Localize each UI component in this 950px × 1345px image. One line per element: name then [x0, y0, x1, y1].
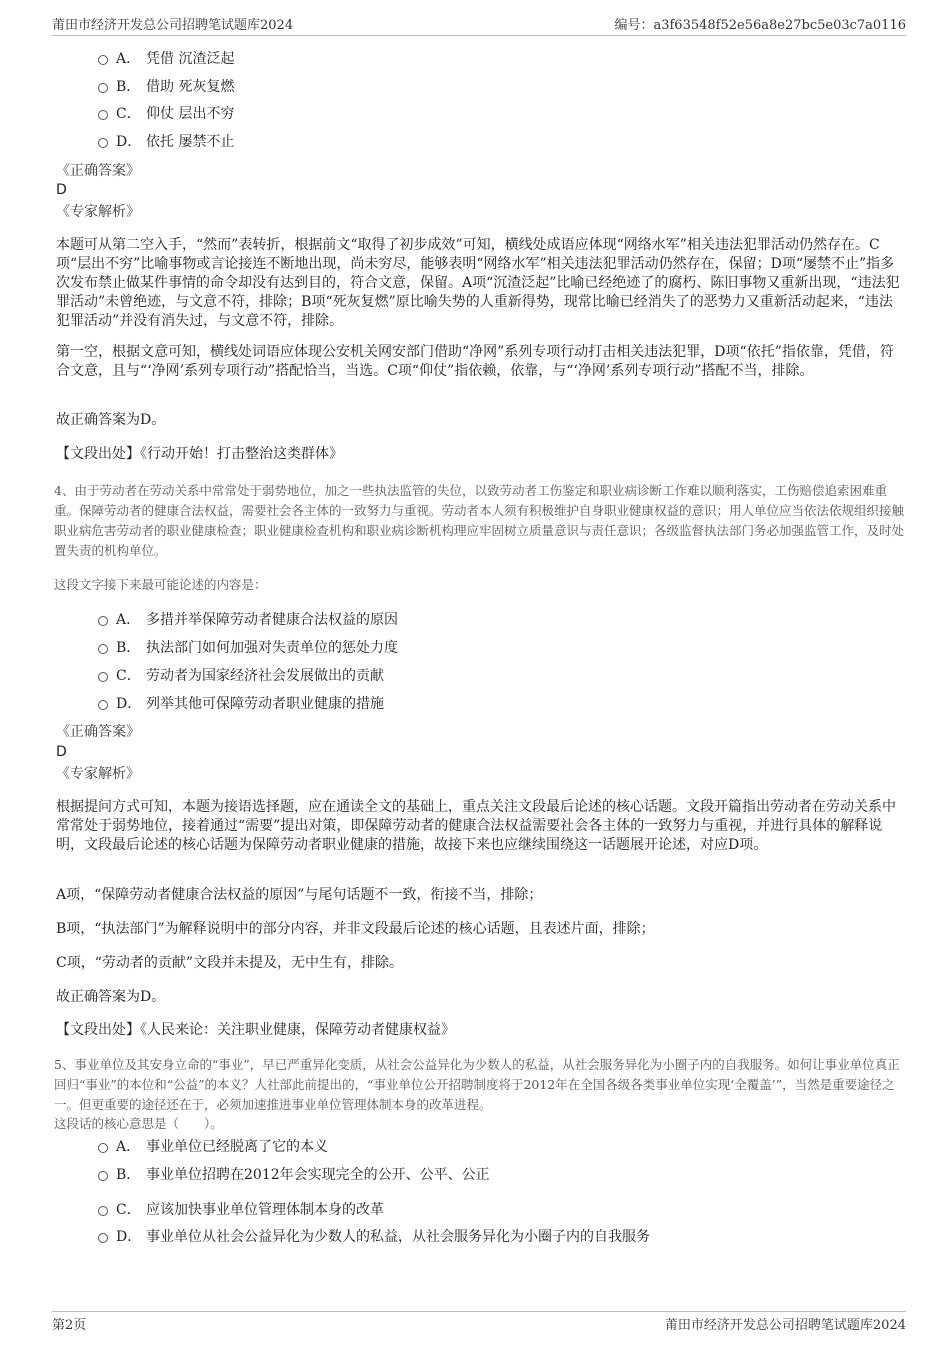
q4-answer: D: [56, 744, 67, 760]
q5-stem: 5、事业单位及其安身立命的“事业”，早已严重异化变质，从社会公益异化为少数人的私益，从社会服务异化为小圈子内的自我服务。如何让事业单位真正回归“事业”的本位和“公益”的本义？人社部此前提出的，“事业单位公开招聘制度将于2012年在全国各级各类事业单位实现‘全覆盖’”，当然是重要途径之一。但更重要的途径还在于，必须加速推进事业单位管理体制本身的改革进程。: [54, 1057, 900, 1112]
q5-option-b[interactable]: B． 事业单位招聘在2012年会实现完全的公开、公平、公正: [98, 1164, 490, 1186]
radio-icon[interactable]: [98, 672, 108, 682]
radio-icon[interactable]: [98, 55, 108, 65]
header-divider: [52, 35, 906, 36]
q4-option-c[interactable]: C． 劳动者为国家经济社会发展做出的贡献: [98, 665, 384, 687]
q4-question: 这段文字接下来最可能论述的内容是：: [54, 577, 267, 592]
radio-icon[interactable]: [98, 1206, 108, 1216]
q4-option-a[interactable]: A． 多措并举保障劳动者健康合法权益的原因: [98, 609, 398, 631]
q3-answer-label: 《正确答案》: [56, 163, 140, 179]
radio-icon[interactable]: [98, 700, 108, 710]
radio-icon[interactable]: [98, 1171, 108, 1181]
document-id: 编号：a3f63548f52e56a8e27bc5e03c7a0116: [614, 18, 906, 33]
radio-icon[interactable]: [98, 1143, 108, 1153]
footer-divider: [52, 1311, 906, 1312]
q4-source: 【文段出处】《人民来论：关注职业健康，保障劳动者健康权益》: [56, 1022, 455, 1038]
page-number: 第2页: [52, 1318, 87, 1333]
q4-stem: 4、由于劳动者在劳动关系中常常处于弱势地位，加之一些执法监管的失位，以致劳动者工伤鉴定和职业病诊断工作难以顺利落实，工伤赔偿追索困难重重。保障劳动者的健康合法权益，需要社会各主体的一致努力与重视。劳动者本人须有积极维护自身职业健康权益的意识；用人单位应当依法依规组织接触职业病危害劳动者的职业健康检查；职业健康检查机构和职业病诊断机构理应牢固树立质量意识与责任意识；各级监督执法部门务必加强监管工作，及时处置失责的机构单位。: [54, 483, 905, 558]
radio-icon[interactable]: [98, 110, 108, 120]
q3-analysis-p1: 本题可从第二空入手，“然而”表转折，根据前文“取得了初步成效”可知，横线处成语应体现“网络水军”相关违法犯罪活动仍然存在。C项“层出不穷”比喻事物或言论接连不断地出现，尚未穷尽，能够表明“网络水军”相关违法犯罪活动仍然存在，保留；D项“屡禁不止”指多次发布禁止做某件事情的命令却没有达到目的，符合文意，保留。A项“沉渣泛起”比喻已经绝迹了的腐朽、陈旧事物又重新出现，“违法犯罪活动”未曾绝迹，与文意不符，排除；B项“死灰复燃”原比喻失势的人重新得势，现常比喻已经消失了的恶势力又重新活动起来，“违法犯罪活动”并没有消失过，与文意不符，排除。: [56, 237, 900, 329]
q3-source: 【文段出处】《行动开始！打击整治这类群体》: [56, 446, 343, 462]
header-title: 莆田市经济开发总公司招聘笔试题库2024: [52, 18, 294, 33]
q3-option-a[interactable]: A． 凭借 沉渣泛起: [98, 48, 234, 70]
radio-icon[interactable]: [98, 616, 108, 626]
radio-icon[interactable]: [98, 644, 108, 654]
q5-option-a[interactable]: A． 事业单位已经脱离了它的本义: [98, 1136, 328, 1158]
q5-question: 这段话的核心意思是（ ）。: [54, 1116, 223, 1131]
q3-option-d[interactable]: D． 依托 屡禁不止: [98, 131, 234, 153]
q3-analysis-label: 《专家解析》: [56, 204, 140, 220]
q5-option-c[interactable]: C． 应该加快事业单位管理体制本身的改革: [98, 1199, 384, 1221]
q3-analysis-p2: 第一空，根据文意可知，横线处词语应体现公安机关网安部门借助“净网”系列专项行动打击相关违法犯罪，D项“依托”指依靠，凭借，符合文意，且与“‘净网’系列专项行动”搭配恰当，当选。C项“仰仗”指依赖，依靠，与“‘净网’系列专项行动”搭配不当，排除。: [56, 344, 894, 379]
q5-option-d[interactable]: D． 事业单位从社会公益异化为少数人的私益，从社会服务异化为小圈子内的自我服务: [98, 1226, 650, 1248]
q4-conclusion: 故正确答案为D。: [56, 989, 166, 1005]
q3-conclusion: 故正确答案为D。: [56, 412, 166, 428]
q3-answer: D: [56, 182, 67, 198]
q3-option-c[interactable]: C． 仰仗 层出不穷: [98, 103, 234, 125]
radio-icon[interactable]: [98, 1233, 108, 1243]
q4-option-b[interactable]: B． 执法部门如何加强对失责单位的惩处力度: [98, 637, 398, 659]
q4-analysis-p1: 根据提问方式可知，本题为接语选择题，应在通读全文的基础上，重点关注文段最后论述的核心话题。文段开篇指出劳动者在劳动关系中常常处于弱势地位，接着通过“需要”提出对策，即保障劳动者的健康合法权益需要社会各主体的一致努力与重视，并进行具体的解释说明，文段最后论述的核心话题为保障劳动者职业健康的措施，故接下来也应继续围绕这一话题展开论述，对应D项。: [56, 799, 896, 853]
q4-option-d[interactable]: D． 列举其他可保障劳动者职业健康的措施: [98, 693, 384, 715]
radio-icon[interactable]: [98, 138, 108, 148]
q4-analysis-c: C项，“劳动者的贡献”文段并未提及，无中生有，排除。: [56, 955, 404, 971]
q4-answer-label: 《正确答案》: [56, 724, 140, 740]
q4-analysis-b: B项，“执法部门”为解释说明中的部分内容，并非文段最后论述的核心话题，且表述片面，排除；: [56, 921, 655, 937]
radio-icon[interactable]: [98, 83, 108, 93]
q4-analysis-label: 《专家解析》: [56, 766, 140, 782]
q3-option-b[interactable]: B． 借助 死灰复燃: [98, 76, 234, 98]
footer-title: 莆田市经济开发总公司招聘笔试题库2024: [664, 1318, 906, 1333]
q4-analysis-a: A项，“保障劳动者健康合法权益的原因”与尾句话题不一致，衔接不当，排除；: [56, 887, 543, 903]
